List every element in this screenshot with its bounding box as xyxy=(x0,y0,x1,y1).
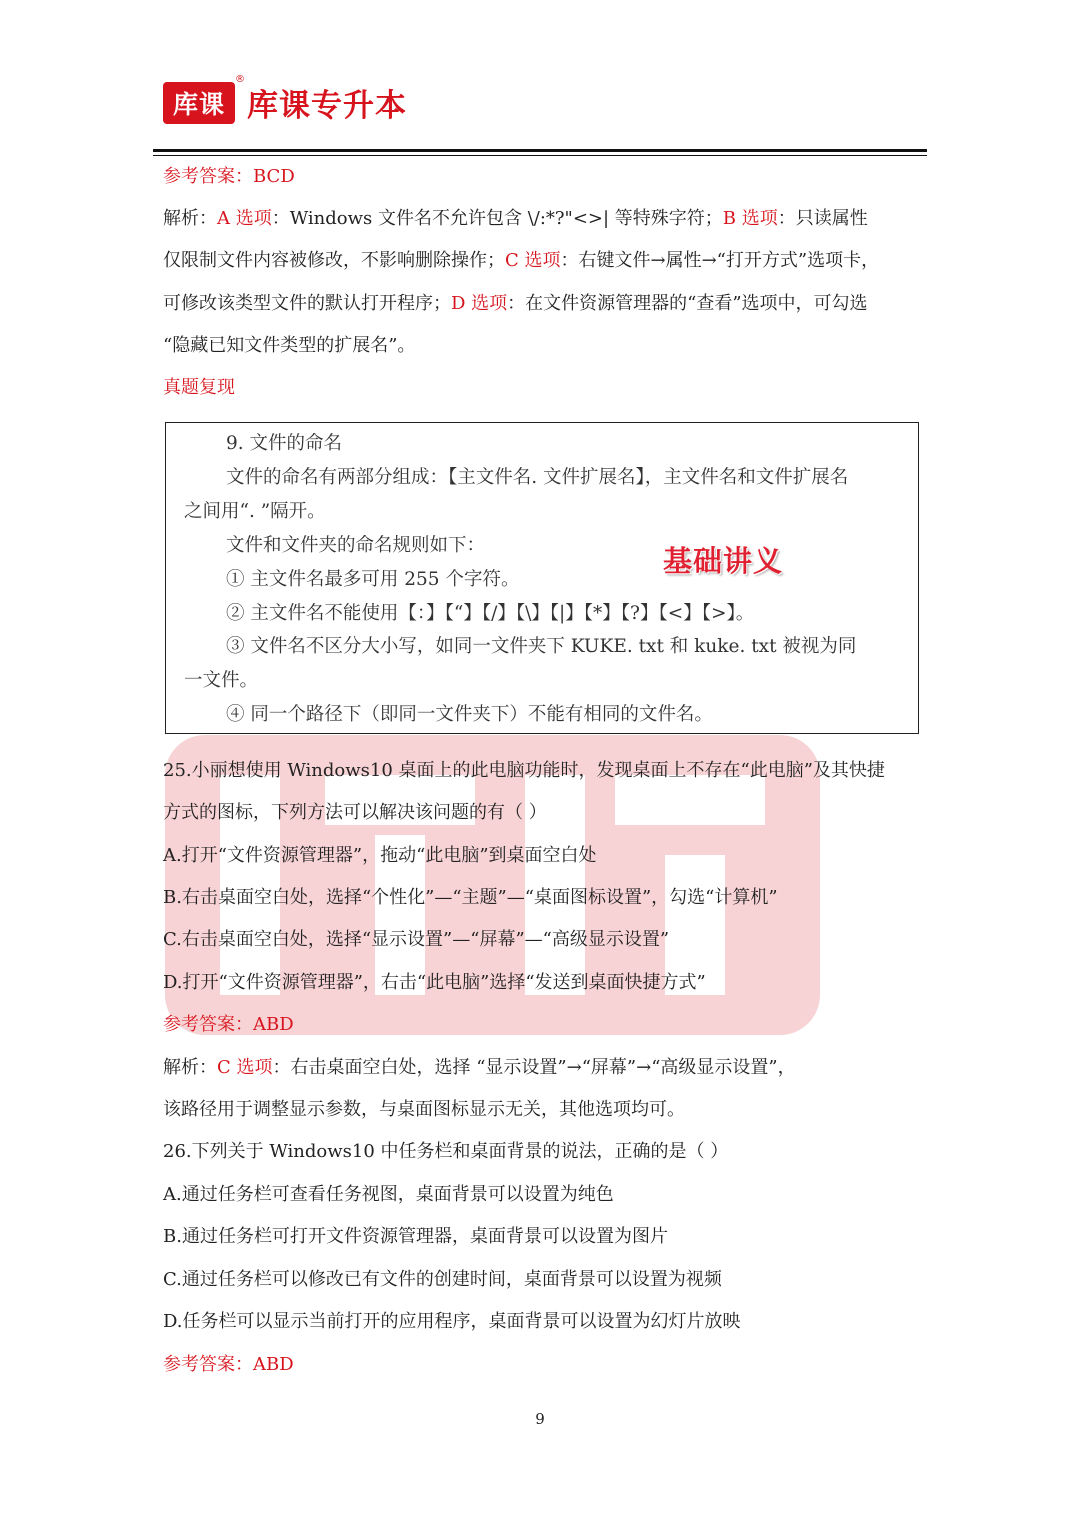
q26-answer-line xyxy=(163,1353,294,1377)
option-c-tag: C 选项 xyxy=(505,250,561,271)
q24-answer-line xyxy=(163,165,295,189)
excerpt-stamp: 基础讲义 xyxy=(663,544,784,578)
answer-value: ABD xyxy=(253,1014,294,1035)
option-d-tag: D 选项 xyxy=(451,293,508,314)
answer-value: ABD xyxy=(253,1354,294,1375)
page-number: 9 xyxy=(535,1410,545,1428)
brand-logo xyxy=(163,74,407,125)
answer-label: 参考答案： xyxy=(163,1354,253,1375)
excerpt-rule: ① 主文件名最多可用 255 个字符。 xyxy=(226,569,520,590)
q25-answer-line xyxy=(163,1013,294,1037)
excerpt-paragraph: 文件和文件夹的命名规则如下： xyxy=(226,535,486,556)
analysis-label: 解析： xyxy=(163,1057,217,1078)
textbook-excerpt-box xyxy=(165,422,919,734)
q25-option-a: A.打开“文件资源管理器”，拖动“此电脑”到桌面空白处 xyxy=(163,845,597,866)
q26-option-d: D.任务栏可以显示当前打开的应用程序，桌面背景可以设置为幻灯片放映 xyxy=(163,1311,741,1332)
option-c-tag: C 选项 xyxy=(217,1057,273,1078)
excerpt-paragraph: 之间用“. ”隔开。 xyxy=(184,501,326,522)
answer-label: 参考答案： xyxy=(163,1014,253,1035)
q24-analysis-line-2 xyxy=(163,249,879,273)
q25-analysis-line-2: 该路径用于调整显示参数，与桌面图标显示无关，其他选项均可。 xyxy=(163,1099,685,1120)
excerpt-rule: 一文件。 xyxy=(184,670,259,691)
answer-label: 参考答案： xyxy=(163,166,253,187)
option-b-text: ：只读属性 xyxy=(777,208,868,229)
q25-option-b: B.右击桌面空白处，选择“个性化”—“主题”—“桌面图标设置”，勾选“计算机” xyxy=(163,887,778,908)
registered-mark: ® xyxy=(235,74,245,85)
option-b-tag: B 选项 xyxy=(722,208,778,229)
analysis-text: 可修改该类型文件的默认打开程序； xyxy=(163,293,451,314)
q26-stem: 26.下列关于 Windows10 中任务栏和桌面背景的说法，正确的是（ ） xyxy=(163,1141,729,1162)
section-label: 真题复现 xyxy=(163,377,235,398)
q25-stem: 方式的图标，下列方法可以解决该问题的有（ ） xyxy=(163,802,547,823)
excerpt-rule: ② 主文件名不能使用【：】【“】【/】【\】【|】【*】【?】【<】【>】。 xyxy=(226,603,755,624)
analysis-label: 解析： xyxy=(163,208,217,229)
answer-value: BCD xyxy=(253,166,295,187)
analysis-text: ：右击桌面空白处，选择 “显示设置”→“屏幕”→“高级显示设置”， xyxy=(272,1057,796,1078)
q24-analysis-line-1 xyxy=(163,207,868,231)
excerpt-title: 9. 文件的命名 xyxy=(226,433,343,454)
option-a-tag: A 选项 xyxy=(217,208,272,229)
logo-badge: 库课 xyxy=(163,82,235,124)
q25-option-d: D.打开“文件资源管理器”，右击“此电脑”选择“发送到桌面快捷方式” xyxy=(163,972,706,993)
q25-stem: 25.小丽想使用 Windows10 桌面上的此电脑功能时，发现桌面上不存在“此电脑”及其快捷 xyxy=(163,760,885,781)
q26-option-a: A.通过任务栏可查看任务视图，桌面背景可以设置为纯色 xyxy=(163,1184,614,1205)
analysis-text: 仅限制文件内容被修改，不影响删除操作； xyxy=(163,250,505,271)
q24-analysis-line-3 xyxy=(163,292,868,316)
logo-title: 库课专升本 xyxy=(247,88,407,124)
option-a-text: ：Windows 文件名不允许包含 \/:*?"<>| 等特殊字符； xyxy=(271,208,723,229)
excerpt-rule: ③ 文件名不区分大小写，如同一文件夹下 KUKE. txt 和 kuke. txt 被视为同 xyxy=(226,636,857,657)
q26-option-b: B.通过任务栏可打开文件资源管理器，桌面背景可以设置为图片 xyxy=(163,1226,668,1247)
excerpt-rule: ④ 同一个路径下（即同一文件夹下）不能有相同的文件名。 xyxy=(226,704,713,725)
header-divider-thin xyxy=(153,155,927,156)
q26-option-c: C.通过任务栏可以修改已有文件的创建时间，桌面背景可以设置为视频 xyxy=(163,1269,722,1290)
q25-option-c: C.右击桌面空白处，选择“显示设置”—“屏幕”—“高级显示设置” xyxy=(163,929,670,950)
analysis-text: ：右键文件→属性→“打开方式”选项卡， xyxy=(560,250,880,271)
q25-analysis-line-1 xyxy=(163,1056,796,1080)
analysis-text: ：在文件资源管理器的“查看”选项中，可勾选 xyxy=(507,293,868,314)
header-divider-thick xyxy=(153,149,927,152)
excerpt-paragraph: 文件的命名有两部分组成：【主文件名. 文件扩展名】，主文件名和文件扩展名 xyxy=(226,467,849,488)
q24-analysis-line-4: “隐藏已知文件类型的扩展名”。 xyxy=(163,335,416,356)
